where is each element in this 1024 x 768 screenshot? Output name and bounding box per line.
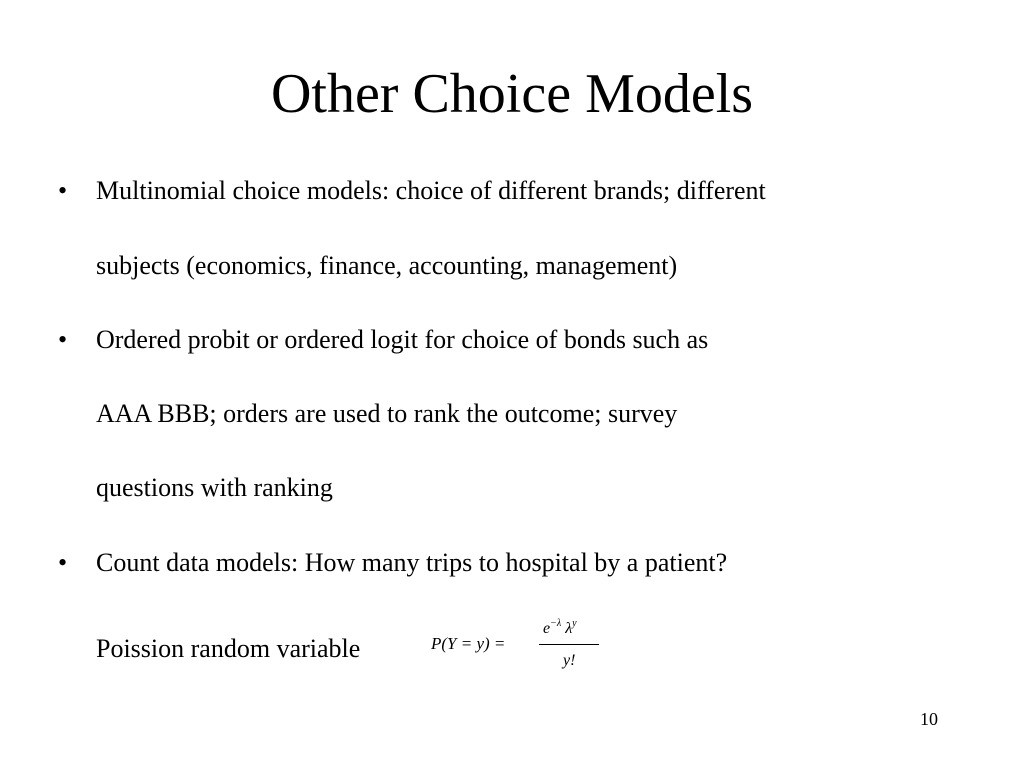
formula-num-lambda-exp: y [572,618,577,629]
formula-denominator: y! [563,652,576,669]
bullet-marker: • [58,325,68,354]
bullet-marker: • [58,548,68,577]
bullet-2-line-3: questions with ranking [96,473,333,502]
formula-num-base: e [543,620,551,637]
formula-lhs: P(Y = y) = [431,634,506,653]
slide-title: Other Choice Models [270,63,754,125]
bullet-1-line-2: subjects (economics, finance, accounting, management) [96,251,678,280]
bullet-1-line-1: Multinomial choice models: choice of different brands; different [96,176,766,205]
bullet-3-line-2: Poission random variable [96,634,361,663]
bullet-2-line-2: AAA BBB; orders are used to rank the outcome; survey [96,399,678,428]
formula-numerator [543,618,577,638]
formula-num-exp: −λ [550,618,562,629]
bullet-2-line-1: Ordered probit or ordered logit for choice of bonds such as [96,325,709,354]
poisson-formula [431,612,611,682]
page-number: 10 [920,709,938,729]
fraction-bar [539,644,599,645]
bullet-3-line-1: Count data models: How many trips to hospital by a patient? [96,548,728,577]
bullet-marker: • [58,176,68,205]
formula-num-lambda: λ [565,620,573,637]
